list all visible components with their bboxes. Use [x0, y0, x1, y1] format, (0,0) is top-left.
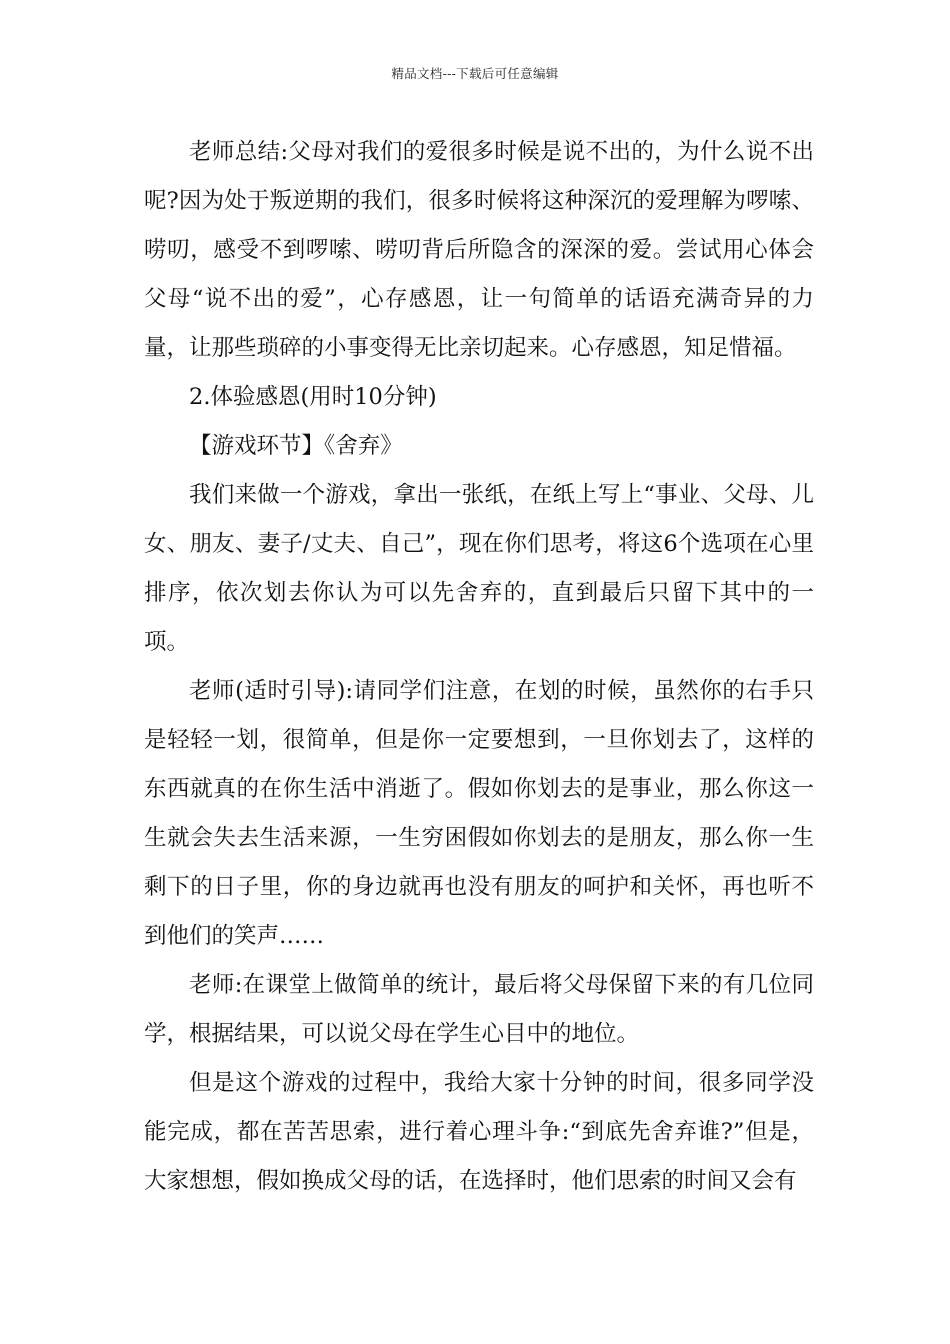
document-body: [144, 128, 814, 1206]
paragraph-game-reflection: 但是这个游戏的过程中，我给大家十分钟的时间，很多同学没能完成，都在苦苦思索，进行着心理斗争:“到底先舍弃谁?”但是，大家想想，假如换成父母的话，在选择时，他们思索的时间又会有: [144, 1070, 814, 1194]
paragraph-teacher-summary: 老师总结:父母对我们的爱很多时候是说不出的，为什么说不出呢?因为处于叛逆期的我们，很多时候将这种深沉的爱理解为啰嗦、唠叨，感受不到啰嗦、唠叨背后所隐含的深深的爱。尝试用心体会父母“说不出的爱”，心存感恩，让一句简单的话语充满奇异的力量，让那些琐碎的小事变得无比亲切起来。心存感恩，知足惜福。: [144, 139, 814, 361]
paragraph-game-instructions: 我们来做一个游戏，拿出一张纸，在纸上写上“事业、父母、儿女、朋友、妻子/丈夫、自己”，现在你们思考，将这6个选项在心里排序，依次划去你认为可以先舍弃的，直到最后只留下其中的一项。: [144, 482, 814, 655]
page-header: 精品文档---下载后可任意编辑: [391, 66, 559, 81]
paragraph-teacher-guidance: 老师(适时引导):请同学们注意，在划的时候，虽然你的右手只是轻轻一划，很简单，但是你一定要想到，一旦你划去了，这样的东西就真的在你生活中消逝了。假如你划去的是事业，那么你这一生就会失去生活来源，一生穷困假如你划去的是朋友，那么你一生剩下的日子里，你的身边就再也没有朋友的呵护和关怀，再也听不到他们的笑声……: [144, 678, 814, 949]
game-section-title: 【游戏环节】《舍弃》: [189, 433, 403, 459]
paragraph-teacher-statistics: 老师:在课堂上做简单的统计，最后将父母保留下来的有几位同学，根据结果，可以说父母在学生心目中的地位。: [144, 972, 814, 1047]
section-heading-experience-gratitude: 2.体验感恩(用时10分钟): [189, 384, 437, 410]
